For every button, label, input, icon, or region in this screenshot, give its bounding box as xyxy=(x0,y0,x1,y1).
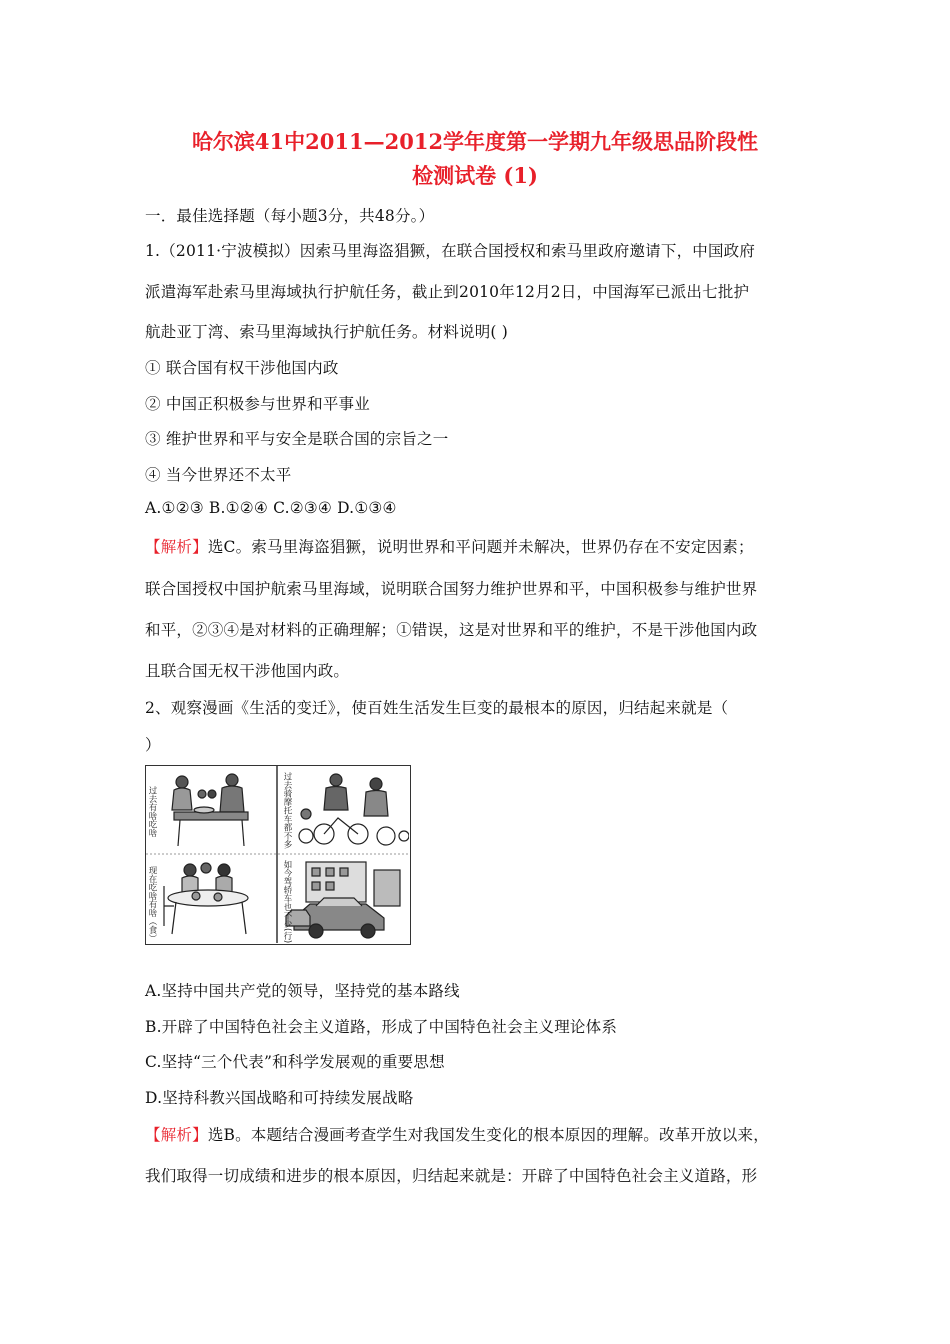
q1-item: ② 中国正积极参与世界和平事业 xyxy=(145,395,370,413)
comic-panel-old-transport xyxy=(299,774,409,845)
comic-panel-modern-meal xyxy=(164,863,248,934)
q1-stem-line: 1.（2011·宁波模拟）因索马里海盗猖獗，在联合国授权和索马里政府邀请下，中国政府 xyxy=(145,242,756,260)
q1-stem-line: 航赴亚丁湾、索马里海域执行护航任务。材料说明( ) xyxy=(145,323,509,341)
comic-panel-modern-transport xyxy=(286,862,400,938)
comic-panel-old-meal xyxy=(172,774,248,846)
comic-illustration xyxy=(146,766,409,943)
q2-option: C.坚持“三个代表”和科学发展观的重要思想 xyxy=(145,1053,445,1071)
q2-analysis-line: 我们取得一切成绩和进步的根本原因，归结起来就是：开辟了中国特色社会主义道路，形 xyxy=(145,1167,758,1185)
q2-analysis-text: 选B。本题结合漫画考查学生对我国发生变化的根本原因的理解。改革开放以来， xyxy=(207,1126,769,1144)
q1-item: ④ 当今世界还不太平 xyxy=(145,466,292,484)
q2-analysis-line xyxy=(145,1123,769,1145)
q2-option: B.开辟了中国特色社会主义道路，形成了中国特色社会主义理论体系 xyxy=(145,1018,618,1036)
analysis-tag: 【解析】 xyxy=(145,1126,208,1144)
q1-item: ③ 维护世界和平与安全是联合国的宗旨之一 xyxy=(145,430,449,448)
q1-analysis-line: 和平，②③④是对材料的正确理解；①错误，这是对世界和平的维护，不是干涉他国内政 xyxy=(145,621,758,639)
q1-stem-line: 派遣海军赴索马里海域执行护航任务，截止到2010年12月2日，中国海军已派出七批护 xyxy=(145,283,750,301)
q2-option: D.坚持科教兴国战略和可持续发展战略 xyxy=(145,1089,414,1107)
document-title-line2: 检测试卷 (1) xyxy=(412,163,538,188)
comic-caption-top-right: 过去骑摩托车都不多 xyxy=(282,772,292,849)
comic-life-changes xyxy=(145,765,411,945)
q1-analysis-line: 且联合国无权干涉他国内政。 xyxy=(145,662,350,680)
q1-analysis-line xyxy=(145,535,754,557)
q2-stem: 2、观察漫画《生活的变迁》，使百姓生活发生巨变的最根本的原因，归结起来就是（ xyxy=(145,699,729,717)
q1-analysis-text: 选C。索马里海盗猖獗，说明世界和平问题并未解决，世界仍存在不安定因素； xyxy=(207,538,754,556)
section-heading: 一．最佳选择题（每小题3分，共48分。） xyxy=(145,207,435,225)
q1-options: A.①②③ B.①②④ C.②③④ D.①③④ xyxy=(145,499,397,517)
q2-option: A.坚持中国共产党的领导，坚持党的基本路线 xyxy=(145,982,460,1000)
comic-caption-top-left: 过去有啥吃啥 xyxy=(147,786,157,837)
q2-stem-cont: ） xyxy=(145,736,161,754)
q1-item: ① 联合国有权干涉他国内政 xyxy=(145,359,339,377)
comic-caption-bottom-right: 如今驾轿车也不少(行) xyxy=(282,860,292,943)
document-title-line1: 哈尔滨41中2011—2012学年度第一学期九年级思品阶段性 xyxy=(191,129,759,154)
analysis-tag: 【解析】 xyxy=(145,538,208,556)
q1-analysis-line: 联合国授权中国护航索马里海域，说明联合国努力维护世界和平，中国积极参与维护世界 xyxy=(145,580,758,598)
comic-caption-bottom-left: 现在吃啥有啥（食） xyxy=(147,866,157,943)
